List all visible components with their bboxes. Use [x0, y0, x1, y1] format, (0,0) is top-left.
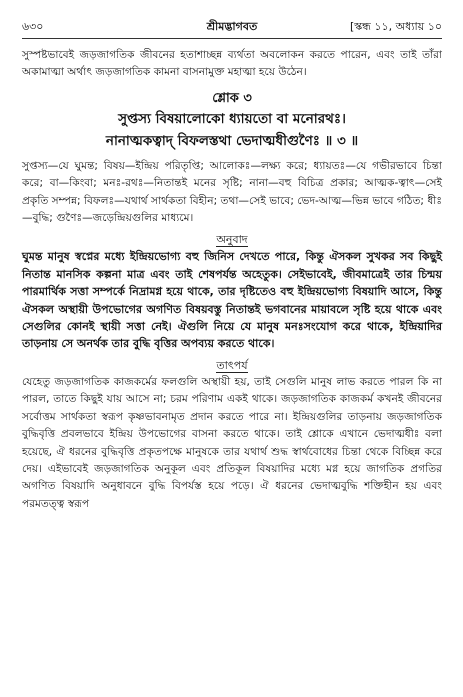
- purport-title: তাৎপর্য: [216, 358, 248, 372]
- page-number: ৬৩০: [22, 20, 44, 33]
- purport-heading: [22, 357, 442, 374]
- sloka-title: শ্লোক ৩: [212, 90, 252, 106]
- book-title: শ্রীমদ্ভাগবত: [206, 20, 258, 33]
- book-page: [22, 18, 442, 513]
- intro-paragraph: সুস্পষ্টভাবেই জড়জাগতিক জীবনের হতাশাচ্ছন্ন ব্যর্থতা অবলোকন করতে পারেন, এবং তাই তাঁরা অকামাত্মা অর্থাৎ জড়জাগতিক কামনা বাসনামুক্ত মহাত্মা হয়ে উঠেন।: [22, 49, 442, 79]
- translation-heading: [22, 231, 442, 248]
- header-rule: [22, 38, 442, 39]
- sloka-line-2: নানাত্মকত্বাদ্ বিফলস্তথা ভেদাত্মধীগুণৈঃ ॥ ৩ ॥: [105, 132, 359, 149]
- sloka-line-1: সুপ্তস্য বিষয়ালোকো ধ্যায়তো বা মনোরথঃ।: [118, 110, 346, 127]
- word-meanings: সুপ্তস্য—যে ঘুমন্ত; বিষয়—ইন্দ্রিয় পরিতৃপ্তি; আলোকঃ—লক্ষ্য করে; ধ্যায়তঃ—যে গভীরভাবে চিন্তা করে; বা—কিংবা; মনঃ-রথঃ—নিতান্তই মনের সৃষ্টি; নানা—বহু বিচিত্র প্রকার; আত্মক-ত্বাৎ—সেই প্রকৃতি সম্পন্ন; বিফলঃ—যথার্থ সার্থকতা বিহীন; তথা—সেই ভাবে; ভেদ-আত্ম—ভিন্ন ভাবে গঠিত; ধীঃ—বুদ্ধি; গুণৈঃ—জড়েন্দ্রিয়গুলির মাধ্যমে।: [22, 159, 442, 225]
- purport-text: যেহেতু জড়জাগতিক কাজকর্মের ফলগুলি অস্থায়ী হয়, তাই সেগুলি মানুষ লাভ করতে পারল কি না পারল, তাতে কিছুই যায় আসে না; চরম পরিণাম একই থাকে। জড়জাগতিক কাজকর্ম কখনই জীবনের সর্বোত্তম সার্থকতা স্বরূপ কৃষ্ণভাবনামৃত প্রদান করতে পারে না। ইন্দ্রিয়গুলির তাড়নায় জড়জাগতিক বুদ্ধিবৃত্তি প্রবলভাবে ইন্দ্রিয় উপভোগের বাসনা করতে থাকে। তাই শ্লোকে এখানে ভেদাত্মধীঃ বলা হয়েছে, ঐ ধরনের বুদ্ধিবৃত্তি প্রকৃতপক্ষে মানুষকে তার যথার্থ শুদ্ধ স্বার্থবোধের চিন্তা থেকে বিচ্ছিন্ন করে দেয়। এইভাবেই জড়জাগতিক অনুকূল এবং প্রতিকূল বিষয়াদির মধ্যে মগ্ন হয়ে জাগতিক প্রগতির অগণিত বিষয়াদি অনুধাবনে বুদ্ধি বিপর্যস্ত হয়ে পড়ে। ঐ ধরনের ভেদাত্মবুদ্ধি শক্তিহীন হয় এবং পরমতত্ত্ব স্বরূপ: [22, 375, 442, 510]
- translation-title: অনুবাদ: [216, 233, 248, 247]
- page-header: [22, 18, 442, 36]
- chapter-info: [স্কন্ধ ১১, অধ্যায় ১০: [349, 20, 442, 33]
- translation-text: ঘুমন্ত মানুষ স্বপ্নের মধ্যে ইন্দ্রিয়ভোগ্য বহু জিনিস দেখতে পারে, কিন্তু ঐসকল সুখকর সব কিছুই নিতান্ত মানসিক কল্পনা মাত্র এবং তাই শেষপর্যন্ত অহেতুক। সেইভাবেই, জীবমাত্রেই তার চিন্ময় পারমার্থিক সত্তা সম্পর্কে নিদ্রামগ্ন হয়ে থাকে, তার দৃষ্টিতেও বহু ইন্দ্রিয়ভোগ্য বিষয়াদি আসে, কিন্তু ঐসকল অস্থায়ী উপভোগের অগণিত বিষয়বস্তু নিতান্তই ভগবানের মায়াবলে সৃষ্টি হয়ে থাকে এবং সেগুলির কোনই স্থায়ী সত্তা নেই। ঐগুলি নিয়ে যে মানুষ মনঃসংযোগ করে থাকে, ইন্দ্রিয়াদির তাড়নায় সে অনর্থক তার বুদ্ধি বৃত্তির অপব্যয় করতে থাকে।: [22, 250, 442, 351]
